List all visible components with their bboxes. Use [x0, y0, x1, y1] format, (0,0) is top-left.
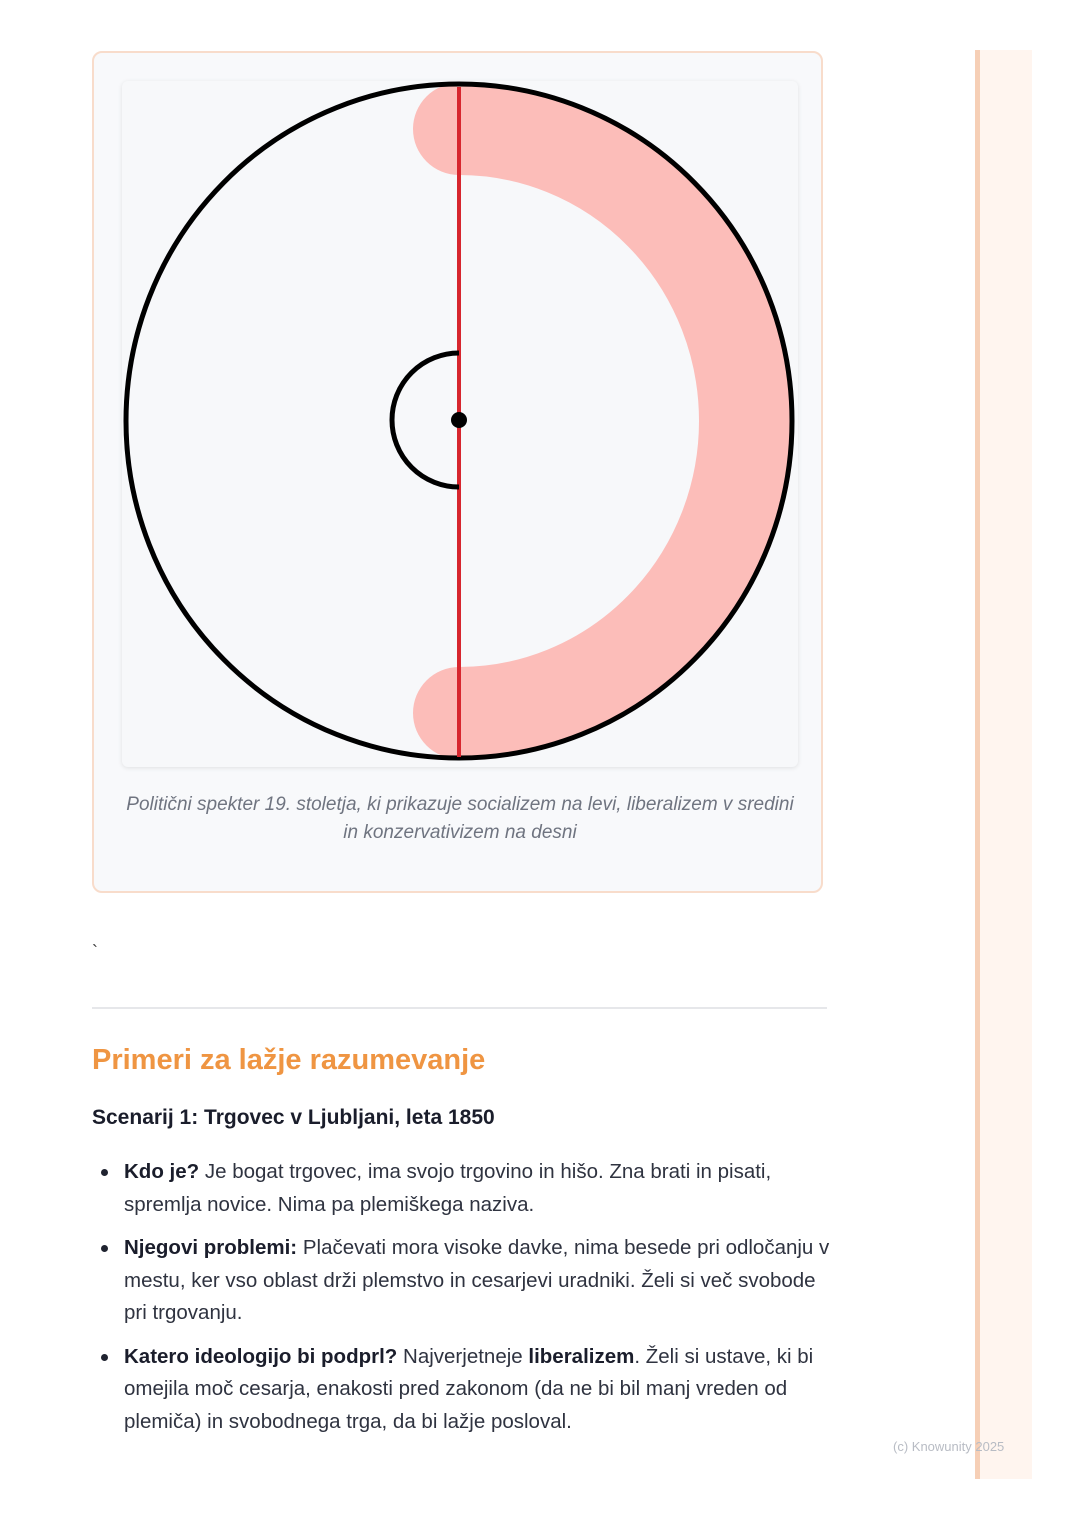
list-item [92, 1341, 832, 1439]
item-text: Je bogat trgovec, ima svojo trgovino in hišo. Zna brati in pisati, spremlja novice. Nima pa plemiškega naziva. [124, 1160, 772, 1216]
item-label: Katero ideologijo bi podprl? [124, 1344, 398, 1368]
bullet-dot [101, 1354, 108, 1361]
side-rail [975, 50, 1032, 1479]
center-dot [451, 412, 467, 428]
copyright-notice: (c) Knowunity 2025 [893, 1439, 1005, 1454]
item-text-after: . Želi si ustave, ki bi omejila moč cesarja, enakosti pred zakonom (da ne bi bil manj vreden od plemiča) in svobodnega trga, da bi lažje posloval. [124, 1344, 814, 1433]
item-text-before: Najverjetneje [397, 1344, 529, 1368]
item-label: Njegovi problemi: [124, 1236, 298, 1259]
stray-backtick: ` [92, 942, 98, 962]
right-highlight-band [459, 129, 745, 713]
item-label: Kdo je? [124, 1160, 200, 1183]
scenario-bullet-list [92, 1156, 832, 1449]
side-rail-edge [975, 50, 980, 1479]
section-divider [92, 1007, 827, 1009]
scenario-title: Scenarij 1: Trgovec v Ljubljani, leta 1850 [92, 1106, 495, 1129]
item-emphasis: liberalizem [528, 1344, 635, 1368]
figure-card [92, 51, 823, 893]
political-spectrum-diagram [122, 81, 798, 767]
spectrum-svg [122, 81, 798, 767]
bullet-dot [101, 1245, 108, 1252]
inner-left-semicircle [392, 353, 459, 487]
figure-caption: Politični spekter 19. stoletja, ki prikazuje socializem na levi, liberalizem v sredini in konzervativizem na desni [126, 794, 794, 843]
list-item [92, 1156, 832, 1221]
item-text: Plačevati mora visoke davke, nima besede pri odločanju v mestu, ker vso oblast drži plemstvo in cesarjevi uradniki. Želi si več svobode pri trgovanju. [124, 1236, 830, 1324]
list-item [92, 1232, 832, 1330]
section-heading: Primeri za lažje razumevanje [92, 1044, 486, 1076]
bullet-dot [101, 1169, 108, 1176]
